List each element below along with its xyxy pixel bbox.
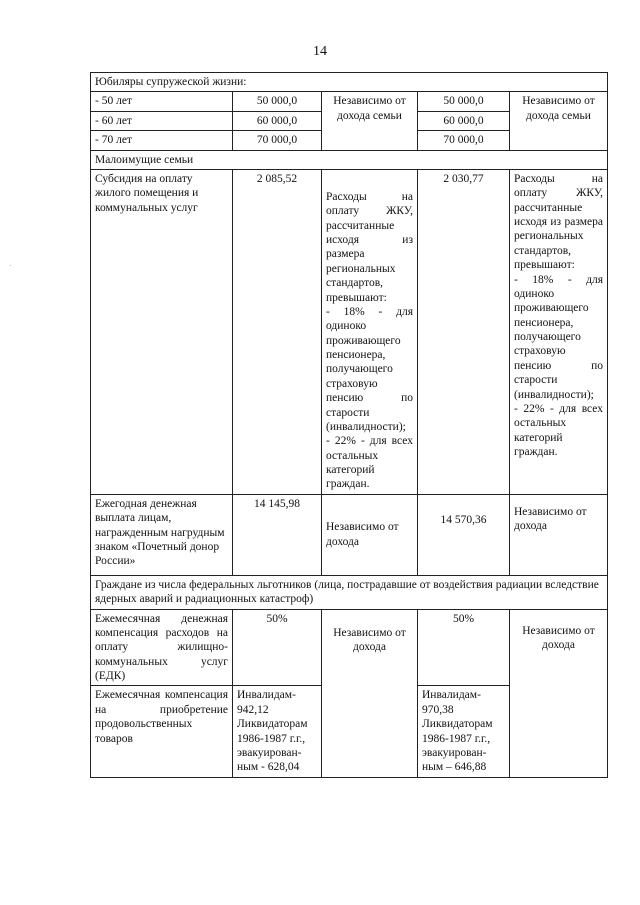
value-a: 14 145,98 xyxy=(233,494,322,575)
value-b: 14 570,36 xyxy=(418,494,510,575)
value-a: 2 085,52 xyxy=(233,169,322,494)
table-row xyxy=(91,169,608,494)
table-row xyxy=(91,494,608,575)
section-row-jubilee xyxy=(91,73,608,92)
section-title-federal: Граждане из числа федеральных льготников (лица, пострадавшие от воздействия радиации вследствие ядерных аварий и радиационных катастроф) xyxy=(91,575,608,609)
row-label: Ежегодная денежная выплата лицам, награжденным нагрудным знаком «Почетный донор России» xyxy=(91,494,233,575)
row-label: Ежемесячная денежная компенсация расходов на оплату жилищно-коммунальных услуг (ЕДК) xyxy=(91,609,233,686)
row-label: - 50 лет xyxy=(91,92,233,111)
page-number: 14 xyxy=(313,44,327,59)
section-row-federal xyxy=(91,575,608,609)
condition-a: Независимо от дохода семьи xyxy=(322,92,418,150)
value-b: 60 000,0 xyxy=(418,111,510,130)
value-a: 70 000,0 xyxy=(233,131,322,150)
condition-b: Независимо от дохода семьи xyxy=(510,92,608,150)
row-label: Ежемесячная компенсация на приобретение продовольственных товаров xyxy=(91,686,233,777)
table-row xyxy=(91,609,608,686)
condition-b: Независимо от дохода xyxy=(510,609,608,777)
condition-a: Независимо от дохода xyxy=(322,609,418,777)
table-row xyxy=(91,92,608,111)
row-label: - 70 лет xyxy=(91,131,233,150)
condition-a: Независимо от дохода xyxy=(322,494,418,575)
row-label: Субсидия на оплату жилого помещения и коммунальных услуг xyxy=(91,169,233,494)
section-row-lowincome xyxy=(91,150,608,169)
value-b: 2 030,77 xyxy=(418,169,510,494)
condition-a: Расходы на оплату ЖКУ, рассчитанные исходя из размера региональных стандартов, превышают: - 18% - для одиноко проживающего пенсионера, получающего страховую пенсию по старости (инвалидности); - 22% - для всех остальных категорий граждан. xyxy=(322,169,418,494)
benefits-table xyxy=(90,72,608,778)
value-a: 50% xyxy=(233,609,322,686)
value-a: 50 000,0 xyxy=(233,92,322,111)
row-label: - 60 лет xyxy=(91,111,233,130)
value-b: Инвалидам- 970,38 Ликвидаторам 1986-1987 г.г., эвакуирован- ным – 646,88 xyxy=(418,686,510,777)
condition-b: Расходы на оплату ЖКУ, рассчитанные исходя из размера региональных стандартов, превышают: - 18% - для одиноко проживающего пенсионера, получающего страховую пенсию по старости (инвалидности); - 22% - для всех остальных категорий граждан. xyxy=(510,169,608,494)
value-b: 50 000,0 xyxy=(418,92,510,111)
scan-mark xyxy=(10,265,11,266)
condition-b: Независимо от дохода xyxy=(510,494,608,575)
section-title-jubilee: Юбиляры супружеской жизни: xyxy=(91,73,608,92)
section-title-lowincome: Малоимущие семьи xyxy=(91,150,608,169)
value-a: Инвалидам- 942,12 Ликвидаторам 1986-1987 г.г., эвакуирован- ным - 628,04 xyxy=(233,686,322,777)
value-a: 60 000,0 xyxy=(233,111,322,130)
value-b: 70 000,0 xyxy=(418,131,510,150)
value-b: 50% xyxy=(418,609,510,686)
